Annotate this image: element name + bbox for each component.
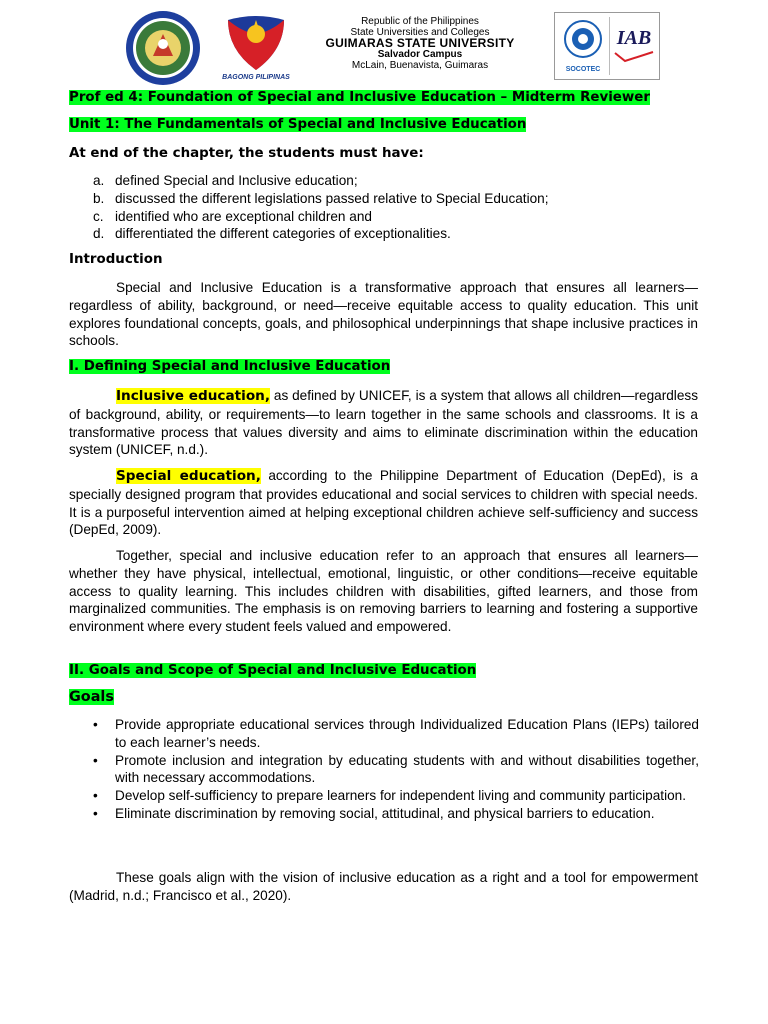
bagong-pilipinas-logo bbox=[218, 12, 294, 84]
goal-item: • Develop self-sufficiency to prepare learners for independent living and community participation. bbox=[93, 787, 699, 805]
introduction-paragraph: Special and Inclusive Education is a transformative approach that ensures all learners—regardless of ability, background, or need—receive equitable access to quality education. This unit explores foundational concepts, goals, and philosophical underpinnings that shape inclusive practices in schools. bbox=[69, 280, 698, 349]
objective-item: b. discussed the different legislations passed relative to Special Education; bbox=[93, 190, 549, 206]
campus-name: Salvador Campus bbox=[377, 49, 463, 60]
objective-item: c. identified who are exceptional children and bbox=[93, 208, 372, 224]
section1-heading: I. Defining Special and Inclusive Education bbox=[69, 359, 391, 374]
bagong-pilipinas-emblem-icon bbox=[218, 12, 294, 72]
university-name: GUIMARAS STATE UNIVERSITY bbox=[325, 36, 515, 50]
badge-divider bbox=[609, 17, 610, 75]
socotec-badge bbox=[559, 17, 607, 75]
objectives-list bbox=[93, 172, 549, 243]
bagong-pilipinas-label: BAGONG PILIPINAS bbox=[222, 74, 290, 81]
campus-address: McLain, Buenavista, Guimaras bbox=[351, 60, 489, 71]
goals-heading: Goals bbox=[69, 689, 114, 705]
document-title: Prof ed 4: Foundation of Special and Inclusive Education – Midterm Reviewer bbox=[69, 90, 650, 105]
inclusive-education-term: Inclusive education, bbox=[116, 388, 270, 404]
goals-closing-paragraph: These goals align with the vision of inclusive education as a right and a tool for empowerment (Madrid, n.d.; Francisco et al., 2020). bbox=[69, 870, 698, 903]
special-education-paragraph: Special education, according to the Philippine Department of Education (DepEd), is a specially designed program that provides educational and social services to children with special needs. It is a purposeful intervention aimed at helping exceptional children achieve self-sufficiency and success (DepEd, 2009). bbox=[69, 468, 698, 538]
socotec-iso-icon bbox=[559, 17, 607, 61]
goals-list bbox=[93, 716, 699, 823]
introduction-heading: Introduction bbox=[69, 252, 163, 267]
objective-item: a. defined Special and Inclusive education; bbox=[93, 173, 358, 188]
university-address-block bbox=[300, 16, 540, 71]
objectives-intro: At end of the chapter, the students must have: bbox=[69, 146, 424, 161]
goal-item: • Eliminate discrimination by removing social, attitudinal, and physical barriers to education. bbox=[93, 805, 699, 823]
goal-item: • Provide appropriate educational services through Individualized Education Plans (IEPs) tailored to each learner’s needs. bbox=[93, 716, 699, 752]
certification-badges bbox=[554, 12, 660, 80]
inclusive-education-paragraph: Inclusive education, as defined by UNICEF, is a system that allows all children—regardless of background, ability, or requirements—to learn together in the same schools and classrooms. It is a transformative process that values diversity and aims to eliminate discrimination within the education system (UNICEF, n.d.). bbox=[69, 388, 698, 458]
iab-badge bbox=[611, 17, 657, 75]
objective-item: d. differentiated the different categories of exceptionalities. bbox=[93, 226, 451, 242]
letterhead bbox=[0, 6, 768, 84]
together-paragraph: Together, special and inclusive education refer to an approach that ensures all learners—whether they have physical, intellectual, emotional, linguistic, or other conditions—receive equitable access to quality learning. This includes children with disabilities, gifted learners, and those from marginalized communities. The emphasis is on removing barriers to learning and fostering a supportive environment where every student feels valued and empowered. bbox=[69, 548, 698, 635]
section2-heading: II. Goals and Scope of Special and Inclusive Education bbox=[69, 663, 477, 678]
goal-item: • Promote inclusion and integration by educating students with and without disabilities together, with necessary accommodations. bbox=[93, 752, 699, 788]
unit-title: Unit 1: The Fundamentals of Special and Inclusive Education bbox=[69, 117, 527, 132]
suc-line: State Universities and Colleges bbox=[350, 27, 490, 38]
special-education-term: Special education, bbox=[116, 468, 261, 484]
republic-line: Republic of the Philippines bbox=[361, 16, 479, 27]
iab-checkmark-icon bbox=[611, 51, 657, 63]
iab-label: IAB bbox=[616, 27, 652, 49]
gsu-seal-logo bbox=[125, 10, 201, 86]
socotec-label: SOCOTEC bbox=[565, 66, 601, 73]
